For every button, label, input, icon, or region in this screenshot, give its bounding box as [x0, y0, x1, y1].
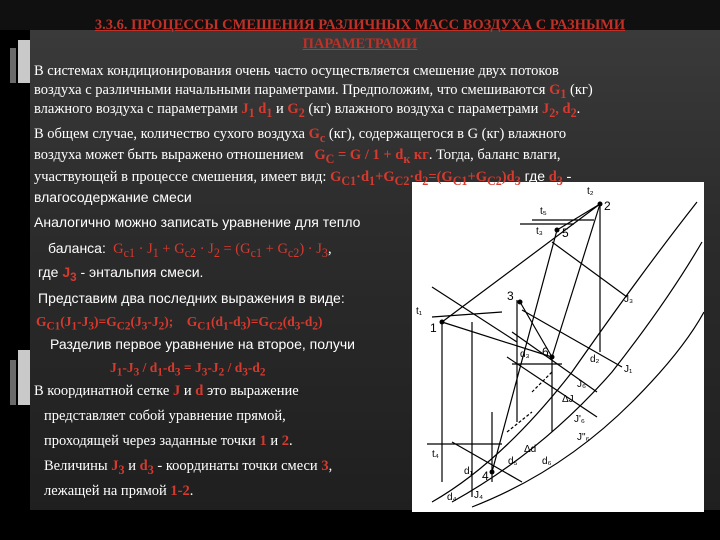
var-sub: 3	[147, 462, 154, 477]
body-line	[44, 457, 332, 480]
label-d6: d₆	[542, 456, 552, 467]
body-line	[34, 188, 192, 207]
var-sub: к	[403, 151, 411, 166]
var-sub: C1	[341, 173, 357, 188]
text: влагосодержание смеси	[34, 189, 192, 205]
label-J1: J₁	[624, 364, 633, 375]
label-5: 5	[562, 226, 569, 240]
var-sub: 2	[422, 173, 429, 188]
label-J6pp: J"₆	[577, 432, 590, 443]
var-sub: 1	[157, 366, 163, 379]
var-d1: d	[254, 101, 267, 117]
delta-line	[507, 412, 532, 432]
var-sub: 3	[240, 320, 247, 333]
label-J6p: J'₆	[574, 414, 585, 425]
jd-diagram-svg	[412, 182, 704, 512]
formula: G	[113, 241, 124, 257]
point-1: 1	[259, 433, 267, 449]
var-sub: 1	[248, 105, 255, 120]
label-d1: d₁	[464, 466, 473, 477]
var-sub: 2	[570, 105, 577, 120]
text: ,	[328, 458, 333, 474]
formula: / d	[224, 360, 243, 375]
var-sub: 2	[312, 320, 318, 333]
process-line-1-6	[442, 322, 552, 357]
var-sub: c1	[123, 245, 135, 260]
var-sub: c	[319, 130, 326, 145]
formula: ) · J	[299, 241, 322, 257]
body-line	[38, 289, 345, 308]
formula: -d	[228, 314, 241, 329]
text: влажного воздуха с параметрами	[34, 101, 238, 117]
line-1-2: 1-2	[170, 483, 190, 499]
body-line	[44, 407, 286, 426]
body-line	[50, 335, 355, 354]
var-sub: 2	[218, 366, 225, 379]
formula: = J	[180, 360, 202, 375]
formula: -d	[247, 360, 260, 375]
text: воздуха может быть выражено отношением	[34, 147, 304, 163]
text: и	[272, 101, 284, 117]
var-sub: 3	[133, 366, 140, 379]
text: где	[38, 264, 59, 280]
var-sub: C1	[46, 320, 61, 333]
label-3: 3	[507, 289, 514, 303]
var-sub: 3	[88, 320, 95, 333]
formula: -J	[147, 314, 159, 329]
text: .	[189, 483, 194, 499]
label-J4: J₄	[474, 490, 484, 501]
body-line	[44, 482, 193, 501]
text: и	[124, 458, 140, 474]
page-title	[50, 16, 670, 54]
formula: ·d	[356, 169, 370, 185]
formula: ·d	[409, 169, 423, 185]
text: - энтальпия смеси.	[76, 264, 204, 280]
formula: (d	[210, 314, 223, 329]
text: .	[576, 101, 581, 117]
formula-gc: = G / 1 + d	[334, 147, 404, 163]
text: (кг), содержащегося в G (кг) влажного	[325, 126, 567, 142]
var-sub: 1	[152, 245, 159, 260]
var-sub: C1	[452, 173, 468, 188]
point-marker	[518, 300, 523, 305]
var-sub: c1	[250, 245, 263, 260]
text: и	[266, 433, 282, 449]
text: воздуха с различными начальными параметрами. Предположим, что смешиваются	[34, 82, 546, 98]
label-1: 1	[430, 321, 437, 335]
label-J3: J₃	[624, 294, 634, 305]
formula: -d	[300, 314, 313, 329]
temperature-line	[432, 312, 502, 317]
label-2: 2	[604, 199, 611, 213]
formula: -d	[162, 360, 175, 375]
var-sub: 3	[141, 320, 148, 333]
text: - координаты точки смеси	[153, 458, 318, 474]
formula: +G	[375, 169, 395, 185]
formula: -J	[122, 360, 134, 375]
text: где	[520, 168, 546, 184]
text: . Тогда, баланс влаги,	[428, 147, 561, 163]
var-sub: 2	[213, 245, 220, 260]
var-sub: 1	[223, 320, 229, 333]
var-sub: C1	[197, 320, 211, 333]
text: проходящей через заданные точки	[44, 433, 256, 449]
var-sub: C	[325, 151, 335, 166]
formula: +G	[467, 169, 488, 185]
decor-bar	[18, 350, 30, 405]
var-g2: G	[287, 101, 299, 117]
label-d2: d₂	[590, 354, 600, 365]
text: -	[562, 169, 572, 185]
var-d3: d	[548, 169, 557, 185]
var-sub: 1	[369, 173, 376, 188]
formula-unit: кг	[410, 147, 429, 163]
var-sub: 3	[118, 462, 125, 477]
var-sub: 3	[201, 366, 208, 379]
point-marker	[550, 355, 555, 360]
label-6: 6	[542, 345, 549, 359]
formula: );	[164, 314, 174, 329]
body-line	[48, 239, 332, 263]
var-sub: 1	[560, 86, 567, 101]
decor-bar	[18, 40, 30, 83]
label-4: 4	[482, 469, 489, 483]
label-J6: J₆	[577, 379, 587, 390]
formula: + G	[262, 241, 288, 257]
formula: )=G	[246, 314, 269, 329]
var-j: J	[172, 383, 181, 399]
var-sub: 3	[321, 245, 328, 260]
var-sub: 2	[259, 366, 266, 379]
process-line-6-2	[552, 204, 600, 357]
formula: + G	[158, 241, 185, 257]
var-sub: 2	[549, 105, 556, 120]
formula-gc: G	[314, 147, 326, 163]
formula: G	[186, 314, 198, 329]
label-deltaJ: ΔJ	[562, 394, 574, 405]
body-line	[38, 263, 203, 287]
var-sub: C2	[268, 320, 283, 333]
enthalpy-line	[552, 242, 627, 297]
formula: (J	[130, 314, 142, 329]
point-marker	[490, 470, 495, 475]
formula: )=G	[94, 314, 117, 329]
text: лежащей на прямой	[44, 483, 167, 499]
var-sub: 3	[70, 270, 77, 284]
var-d2: , d	[555, 101, 571, 117]
body-line	[44, 432, 293, 451]
body-line	[110, 358, 266, 383]
text: Представим два последних выражения в виде:	[38, 290, 345, 306]
point-3: 3	[321, 458, 329, 474]
body-line	[34, 213, 360, 232]
var-gc: G	[308, 126, 320, 142]
formula: G	[36, 314, 47, 329]
label-t1: t₁	[416, 306, 423, 317]
mixing-diagram	[412, 182, 704, 512]
label-t3: t₃	[536, 226, 543, 237]
var-j3: J	[111, 458, 119, 474]
text: участвующей в процессе смешения, имеет вид:	[34, 169, 327, 185]
text: ,	[327, 241, 332, 257]
point-2: 2	[281, 433, 289, 449]
label-d3: d₃	[520, 349, 530, 360]
title-line: 3.3.6. ПРОЦЕССЫ СМЕШЕНИЯ РАЗЛИЧНЫХ МАСС ВОЗДУХА С РАЗНЫМИ	[94, 17, 626, 33]
body-line	[34, 100, 580, 123]
text: баланса:	[48, 240, 106, 256]
formula: · J	[196, 241, 214, 257]
text: (кг)	[566, 82, 593, 98]
formula: )	[318, 314, 323, 329]
formula: (J	[60, 314, 72, 329]
var-d: d	[195, 383, 204, 399]
text: В системах кондиционирования очень часто осуществляется смешение двух потоков	[34, 63, 559, 79]
text: В координатной сетке	[34, 383, 170, 399]
formula: G	[330, 169, 342, 185]
enthalpy-line	[522, 310, 622, 367]
var-sub: 3	[514, 173, 521, 188]
formula: / d	[139, 360, 158, 375]
var-sub: C2	[394, 173, 410, 188]
var-j3: J	[62, 264, 71, 280]
formula: -J	[207, 360, 219, 375]
text: представляет собой уравнение прямой,	[44, 408, 286, 424]
decor-bar	[10, 48, 16, 83]
point-marker	[555, 228, 560, 233]
label-t2: t₂	[587, 186, 594, 197]
text: и	[180, 383, 196, 399]
formula: (d	[282, 314, 295, 329]
label-t4: t₄	[432, 449, 439, 460]
var-sub: 3	[294, 320, 301, 333]
text: .	[288, 433, 293, 449]
body-line	[34, 382, 299, 401]
label-t5: t₅	[540, 206, 547, 217]
point-marker	[598, 202, 603, 207]
var-j2: J	[541, 101, 550, 117]
label-deltad: Δd	[524, 444, 537, 455]
var-sub: 3	[242, 366, 248, 379]
var-sub: C2	[487, 173, 502, 188]
var-sub: 2	[158, 320, 165, 333]
var-sub: 1	[71, 320, 78, 333]
var-sub: 3	[556, 173, 563, 188]
text: Разделив первое уравнение на второе, получи	[50, 336, 355, 352]
text: Величины	[44, 458, 108, 474]
text: Аналогично можно записать уравнение для тепло	[34, 214, 361, 230]
formula: )d	[501, 169, 515, 185]
var-sub: 1	[116, 366, 123, 379]
text: В общем случае, количество сухого воздуха	[34, 126, 305, 142]
var-sub: 2	[298, 105, 305, 120]
body-line	[34, 146, 561, 169]
var-sub: c2	[184, 245, 197, 260]
title-line: ПАРАМЕТРАМИ	[302, 36, 418, 52]
text: (кг) влажного воздуха с параметрами	[304, 101, 539, 117]
body-line	[36, 312, 323, 337]
formula: = (G	[219, 241, 251, 257]
formula: -J	[77, 314, 89, 329]
var-sub: 1	[266, 105, 273, 120]
decor-bar	[10, 360, 16, 405]
saturation-curve	[472, 312, 704, 507]
body-line	[34, 62, 559, 81]
body-line	[34, 125, 566, 148]
formula: =(G	[428, 169, 453, 185]
var-sub: C2	[116, 320, 131, 333]
formula: · J	[135, 241, 153, 257]
var-sub: c2	[287, 245, 300, 260]
label-d4: d₄	[447, 492, 457, 503]
var-sub: 3	[174, 366, 181, 379]
var-g1: G	[549, 82, 561, 98]
formula: J	[110, 360, 117, 375]
text: это выражение	[203, 383, 299, 399]
var-j1: J	[241, 101, 249, 117]
var-d3: d	[139, 458, 148, 474]
label-d5: d₅	[508, 456, 518, 467]
point-marker	[440, 320, 445, 325]
